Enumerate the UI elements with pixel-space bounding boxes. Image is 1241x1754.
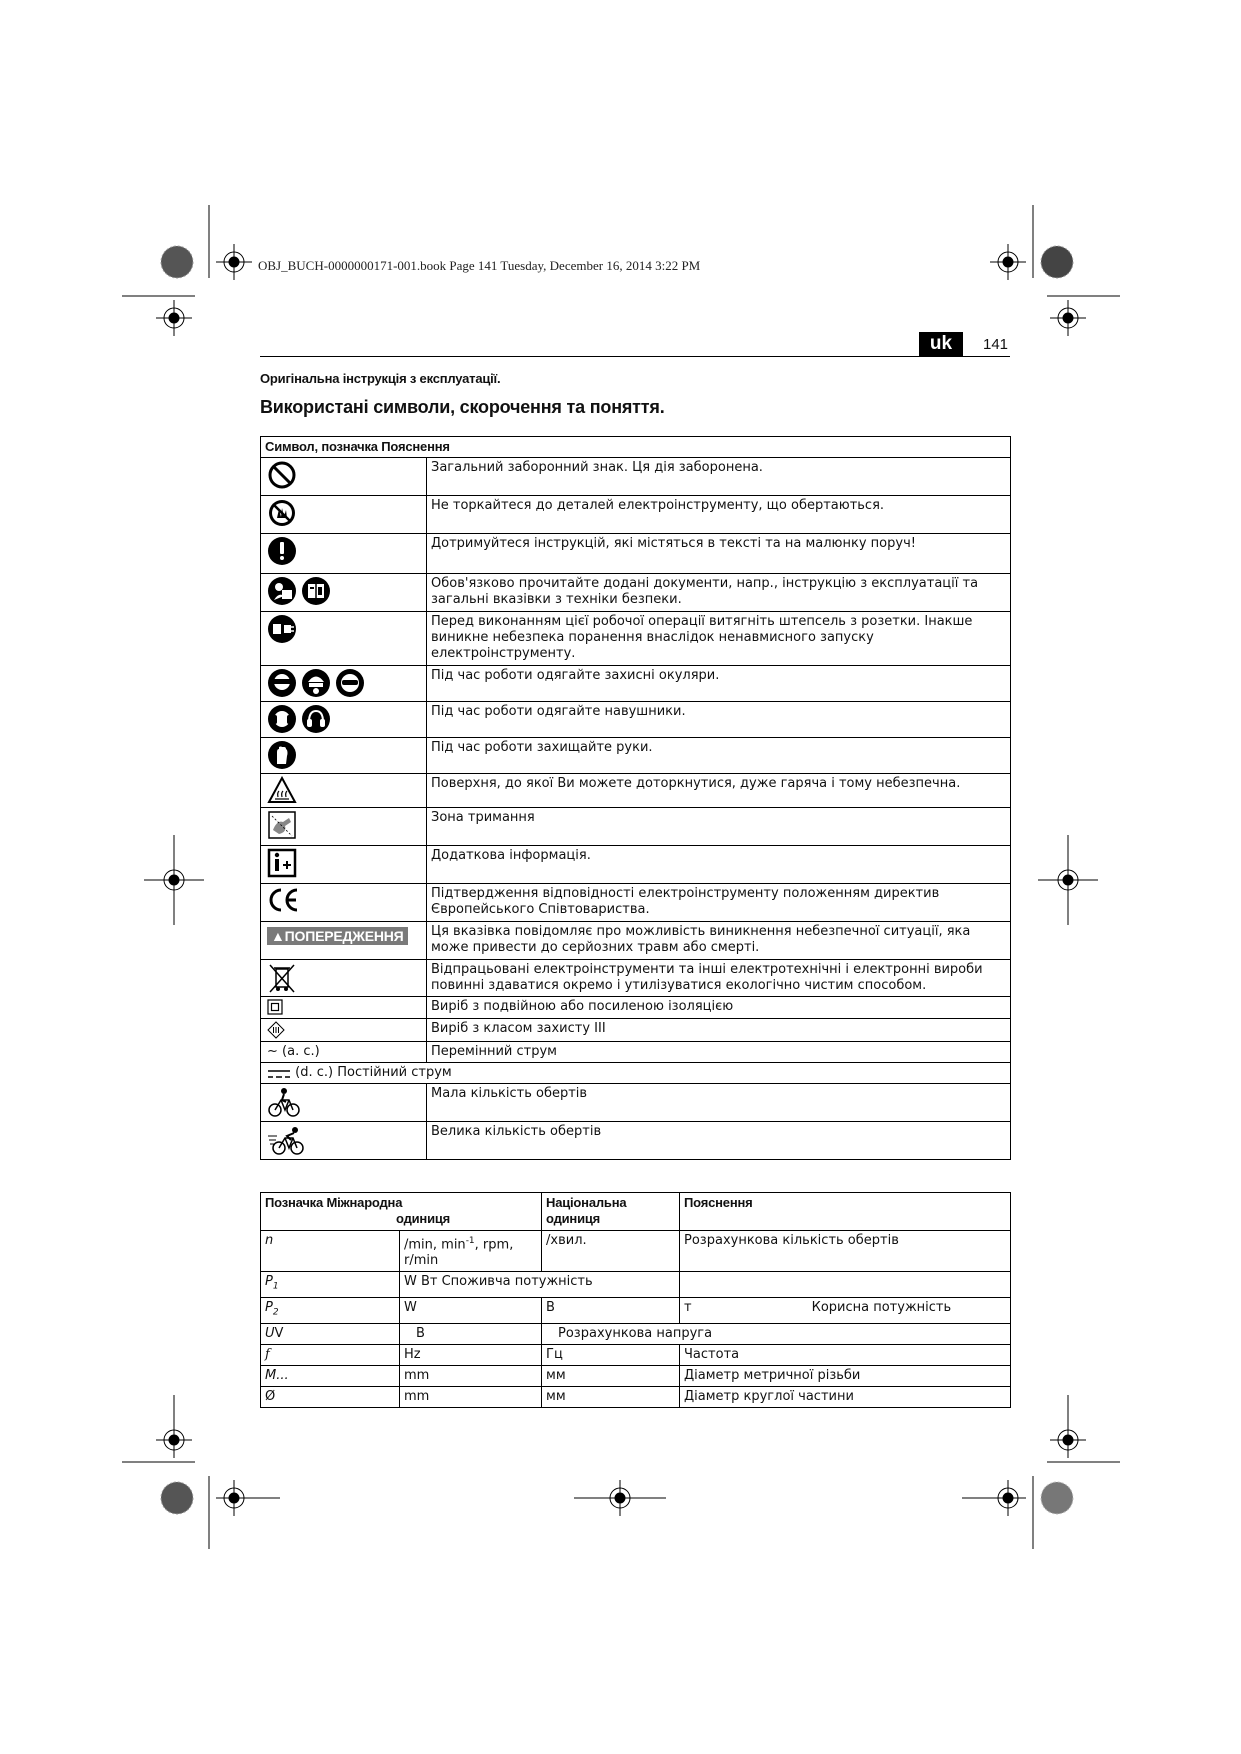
cell-merged: Розрахункова напруга [542, 1323, 1011, 1344]
header-national-unit: одиниця [546, 1211, 601, 1226]
exclamation-icon [267, 536, 297, 566]
fast-bike-icon [267, 1124, 307, 1156]
header-symbol: Символ, позначка [265, 439, 378, 454]
header-national: Національна [546, 1195, 627, 1210]
gloves-icon [267, 740, 297, 770]
table-row [261, 702, 1011, 738]
cell-national: В [542, 1297, 680, 1323]
cell-international: mm [400, 1365, 542, 1386]
info-icon [267, 848, 297, 878]
cell-explanation: Частота [680, 1344, 1011, 1365]
header-rule [260, 356, 1010, 357]
cell-designation: $P_2$ [261, 1297, 400, 1323]
table-row [261, 884, 1011, 922]
document-subtitle: Оригінальна інструкція з експлуатації. [260, 371, 501, 386]
table-row [261, 960, 1011, 997]
cell-designation: f [261, 1344, 400, 1365]
row-text: Відпрацьовані електроінструменти та інші електротехнічні і електронні вироби повинні здаватися окремо і утилізуватися екологічно чистим способом. [427, 960, 1011, 997]
book-icon [301, 576, 331, 606]
earmuffs-icon [267, 704, 297, 734]
header-designation: Позначка [265, 1195, 324, 1210]
cell-international: mm [400, 1386, 542, 1407]
cell-explanation: Розрахункова кількість обертів [680, 1231, 1011, 1272]
double-insulation-icon [267, 999, 283, 1015]
cell-designation: Ø [261, 1386, 400, 1407]
row-text: Виріб з класом захисту III [427, 1019, 1011, 1042]
dc-label: (d. c.) Постійний струм [295, 1065, 452, 1080]
table-row [261, 458, 1011, 496]
language-badge: uk [919, 332, 963, 356]
cell-fragment: т [684, 1299, 692, 1315]
ce-mark-icon [267, 886, 301, 914]
table-row [261, 1042, 1011, 1063]
helmet-goggles-icon [301, 668, 331, 698]
cell-designation: UV [261, 1323, 400, 1344]
table-row [261, 1344, 1011, 1365]
table-row [261, 534, 1011, 574]
table-row [261, 496, 1011, 534]
row-text: Поверхня, до якої Ви можете доторкнутися, дуже гаряча і тому небезпечна. [427, 774, 1011, 808]
table-row [261, 738, 1011, 774]
row-text: Дотримуйтеся інструкцій, які містяться в тексті та на малюнку поруч! [427, 534, 1011, 574]
crossed-bin-icon [267, 962, 297, 994]
table-row [261, 1386, 1011, 1407]
row-text: Додаткова інформація. [427, 846, 1011, 884]
symbols-table [260, 436, 1011, 1160]
row-text: Перемінний струм [427, 1042, 1011, 1063]
table-row [261, 1323, 1011, 1344]
safety-goggles-icon [267, 668, 365, 698]
row-text: Під час роботи одягайте навушники. [427, 702, 1011, 738]
page-number: 141 [983, 336, 1009, 353]
dc-icon [267, 1067, 291, 1081]
table-row [261, 1231, 1011, 1272]
table-row [261, 1084, 1011, 1122]
cell-explanation: Корисна потужність [811, 1299, 952, 1315]
table-row [261, 666, 1011, 702]
cell-national: Гц [542, 1344, 680, 1365]
cell-designation: $P_1$ [261, 1272, 400, 1298]
class-three-icon [267, 1021, 285, 1039]
ac-label: ~ (a. c.) [261, 1042, 427, 1063]
row-text: Велика кількість обертів [427, 1122, 1011, 1160]
hot-surface-icon [267, 776, 297, 804]
table-row [261, 808, 1011, 846]
cell-international: Hz [400, 1344, 542, 1365]
table-header-row [261, 1193, 1011, 1231]
cell-international: W [400, 1297, 542, 1323]
header-international-unit: одиниця [396, 1211, 451, 1226]
row-text: Під час роботи захищайте руки. [427, 738, 1011, 774]
table-row [261, 1122, 1011, 1160]
table-row [261, 612, 1011, 666]
header-international: Міжнародна [326, 1195, 403, 1210]
row-text: Мала кількість обертів [427, 1084, 1011, 1122]
unplug-icon [267, 614, 297, 644]
headphones-icon [301, 704, 331, 734]
row-text: Виріб з подвійною або посиленою ізоляцією [427, 997, 1011, 1019]
table-row [261, 1019, 1011, 1042]
row-text: Зона тримання [427, 808, 1011, 846]
cell-explanation: Діаметр круглої частини [680, 1386, 1011, 1407]
cell-explanation: Діаметр метричної різьби [680, 1365, 1011, 1386]
table-row [261, 922, 1011, 960]
row-text: Перед виконанням цієї робочої операції витягніть штепсель з розетки. Інакше виникне небезпека поранення внаслідок ненавмисного запуску електроінструменту. [427, 612, 1011, 666]
table-header-row [261, 437, 1011, 458]
print-info: OBJ_BUCH-0000000171-001.book Page 141 Tuesday, December 16, 2014 3:22 PM [258, 258, 701, 273]
cell-international: /min, $\min^{-1}$, rpm, r/min [400, 1231, 542, 1272]
row-text: Загальний заборонний знак. Ця дія заборонена. [427, 458, 1011, 496]
row-text: Обов'язково прочитайте додані документи, напр., інструкцію з експлуатації та загальні вказівки з техніки безпеки. [427, 574, 1011, 612]
table-row [261, 1297, 1011, 1323]
row-text: Підтвердження відповідності електроінструменту положенням директив Європейського Співтовариства. [427, 884, 1011, 922]
cell-national: мм [542, 1386, 680, 1407]
table-row [261, 1272, 1011, 1298]
table-row [261, 774, 1011, 808]
cell-national: /хвил. [542, 1231, 680, 1272]
slow-bike-icon [267, 1086, 301, 1118]
cell-international: В [400, 1323, 542, 1344]
grip-zone-icon [267, 810, 297, 840]
cell-designation: n [261, 1231, 400, 1272]
table-row [261, 997, 1011, 1019]
warning-triangle-icon: ▲ [271, 928, 285, 944]
section-title: Використані символи, скорочення та поняття. [260, 397, 665, 417]
row-text: Не торкайтеся до деталей електроінструменту, що обертаються. [427, 496, 1011, 534]
row-text: Під час роботи одягайте захисні окуляри. [427, 666, 1011, 702]
units-table [260, 1192, 1011, 1408]
cell-designation: M... [261, 1365, 400, 1386]
row-text: Ця вказівка повідомляє про можливість виникнення небезпечної ситуації, яка може привести до серйозних травм або смерті. [427, 922, 1011, 960]
cell-merged: W Вт Споживча потужність [400, 1272, 680, 1298]
cell-national: мм [542, 1365, 680, 1386]
face-shield-icon [267, 668, 297, 698]
ear-protection-icon [267, 704, 331, 734]
table-row [261, 1063, 1011, 1084]
warning-label: ▲ПОПЕРЕДЖЕННЯ [267, 927, 408, 945]
table-row [261, 574, 1011, 612]
header-explanation: Пояснення [381, 439, 450, 454]
person-reading-icon [267, 576, 297, 606]
goggles-icon [335, 668, 365, 698]
table-row [261, 1365, 1011, 1386]
header-explanation: Пояснення [680, 1193, 1011, 1231]
read-manual-icon [267, 576, 331, 606]
prohibition-icon [267, 460, 297, 490]
no-touch-rotating-icon [267, 498, 297, 528]
table-row [261, 846, 1011, 884]
